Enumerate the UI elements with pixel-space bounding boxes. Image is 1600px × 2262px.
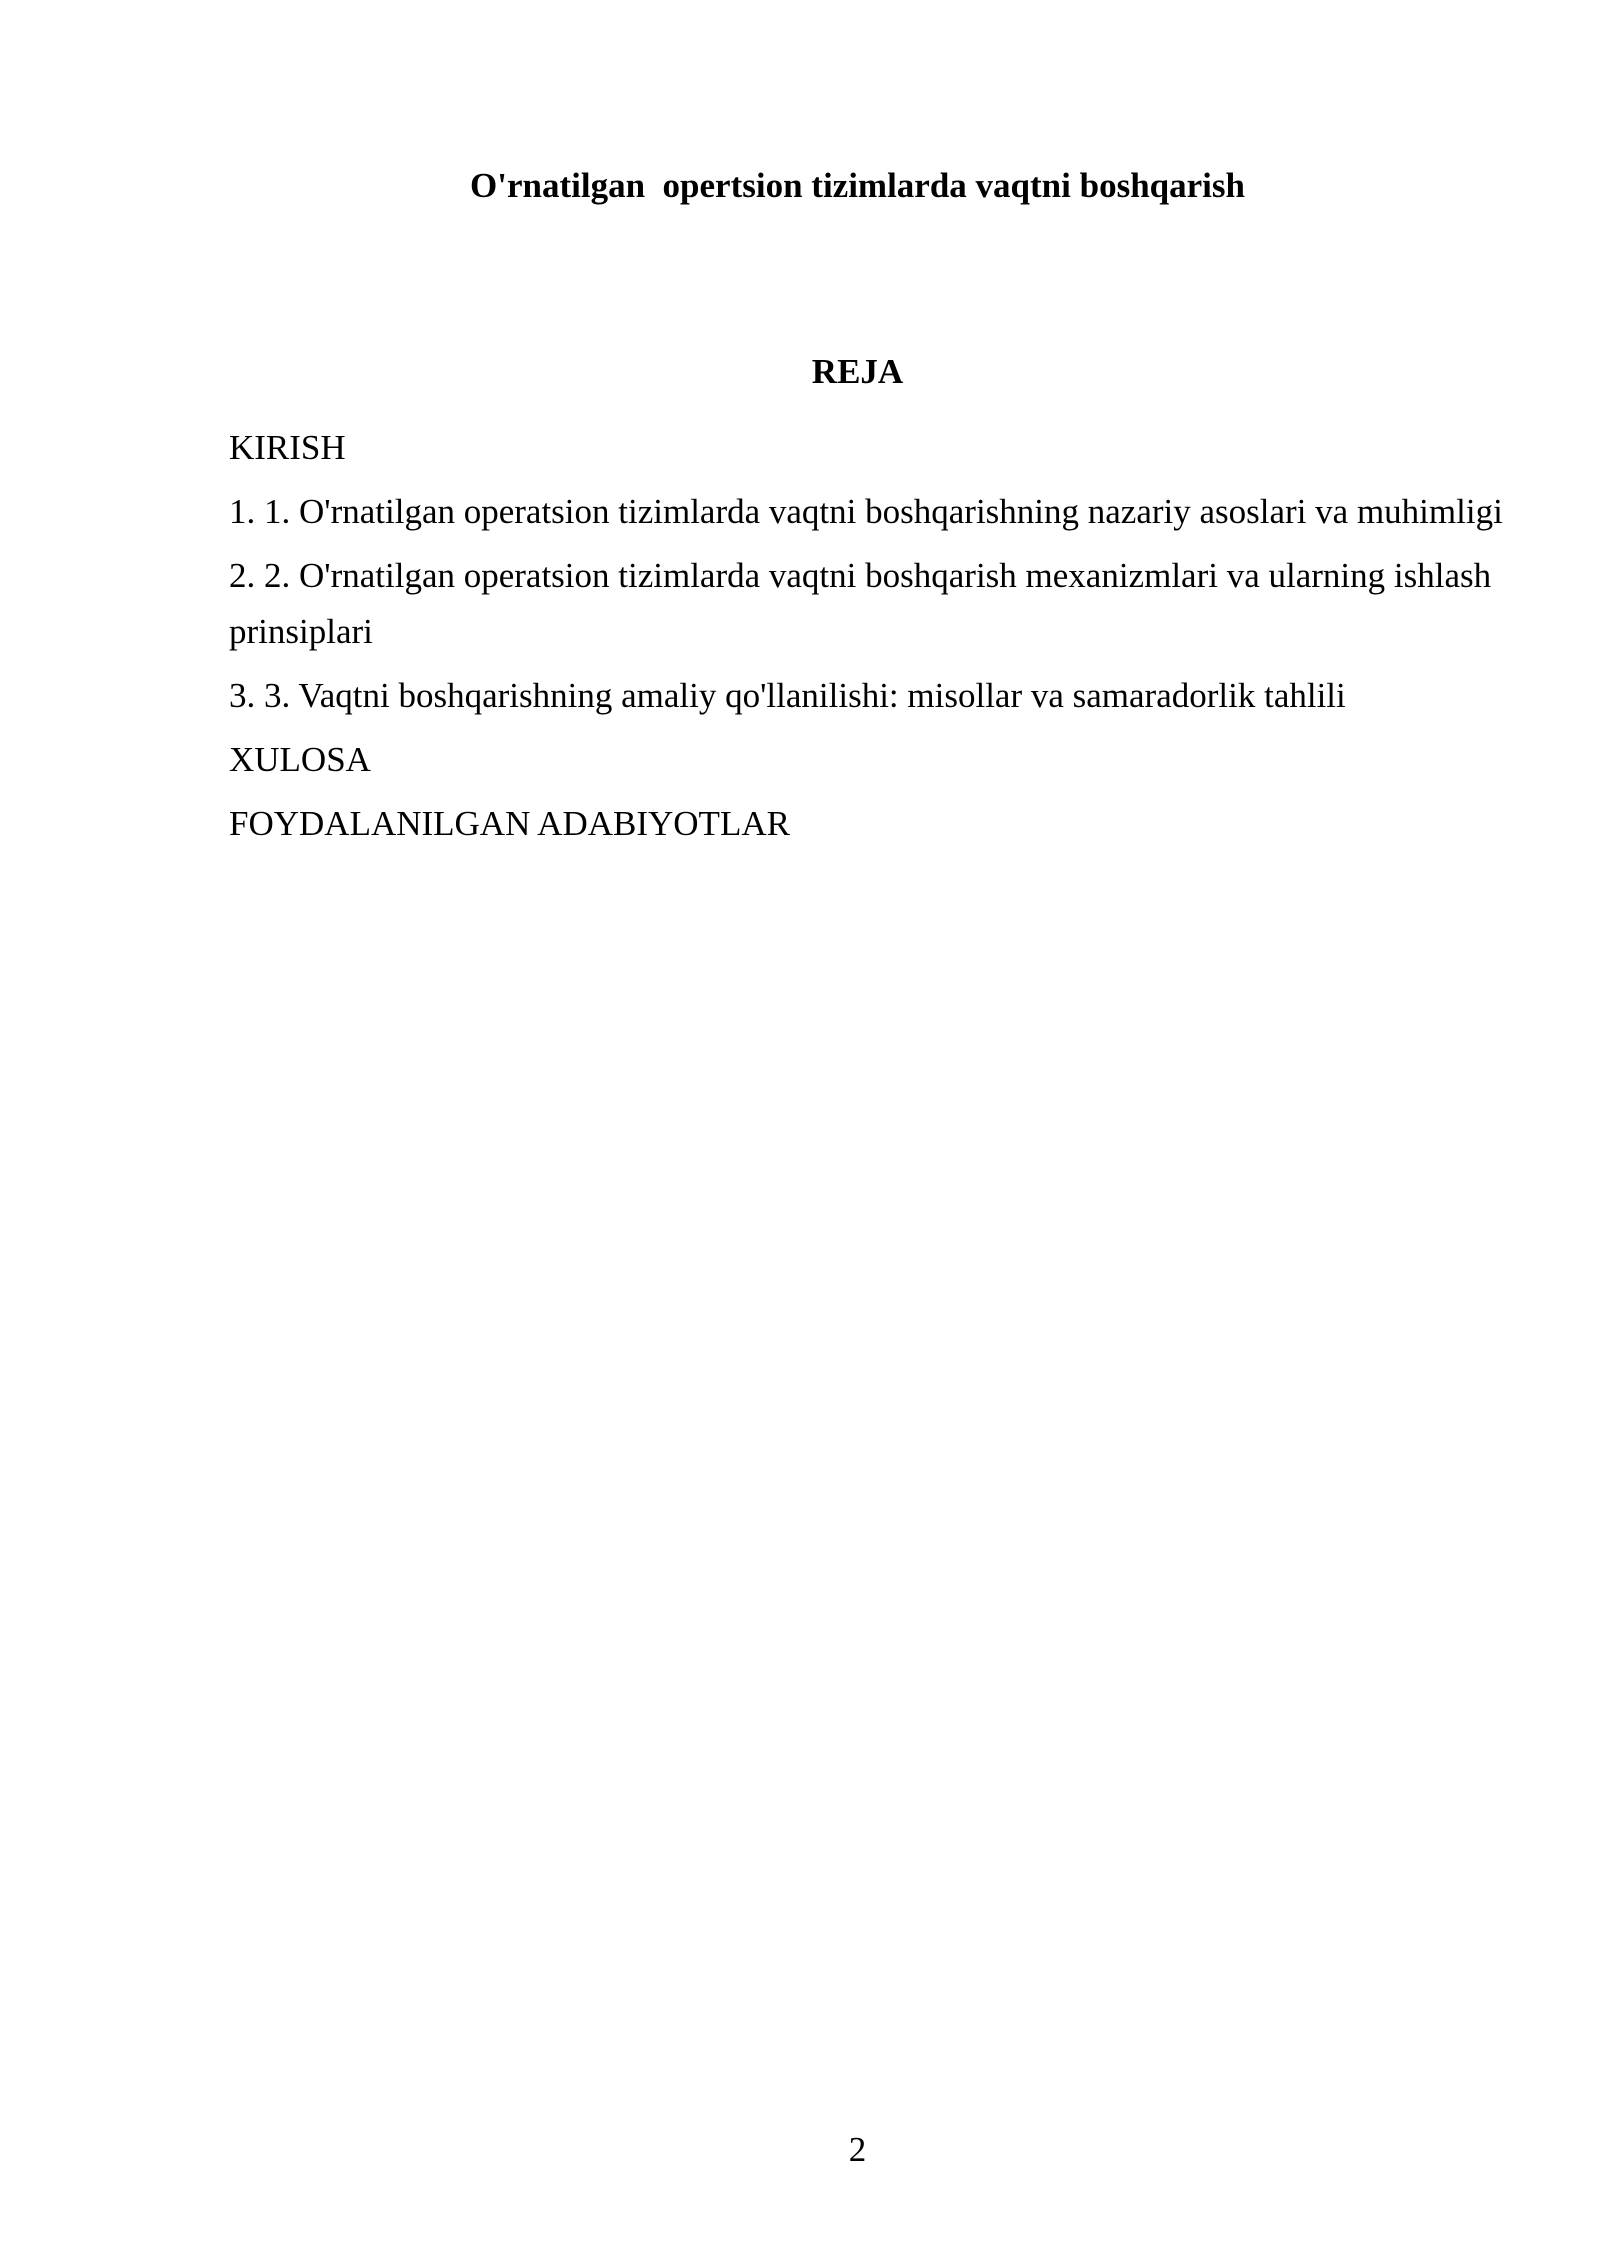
toc-item-conclusion: XULOSA xyxy=(229,740,371,779)
toc-item-introduction: KIRISH xyxy=(229,428,346,467)
table-of-contents xyxy=(229,420,1519,860)
document-title: O'rnatilgan opertsion tizimlarda vaqtni boshqarish xyxy=(470,166,1245,205)
toc-item-chapter-1: 1. 1. O'rnatilgan operatsion tizimlarda vaqtni boshqarishning nazariy asoslari va muhimligi xyxy=(229,492,1503,531)
page-number: 2 xyxy=(848,2130,867,2169)
plan-heading: REJA xyxy=(811,352,904,391)
toc-item-chapter-2: 2. 2. O'rnatilgan operatsion tizimlarda vaqtni boshqarish mexanizmlari va ularning ishlash prinsiplari xyxy=(229,556,1492,651)
toc-item-chapter-3: 3. 3. Vaqtni boshqarishning amaliy qo'llanilishi: misollar va samaradorlik tahlili xyxy=(229,676,1346,715)
toc-item-references: FOYDALANILGAN ADABIYOTLAR xyxy=(229,804,790,843)
